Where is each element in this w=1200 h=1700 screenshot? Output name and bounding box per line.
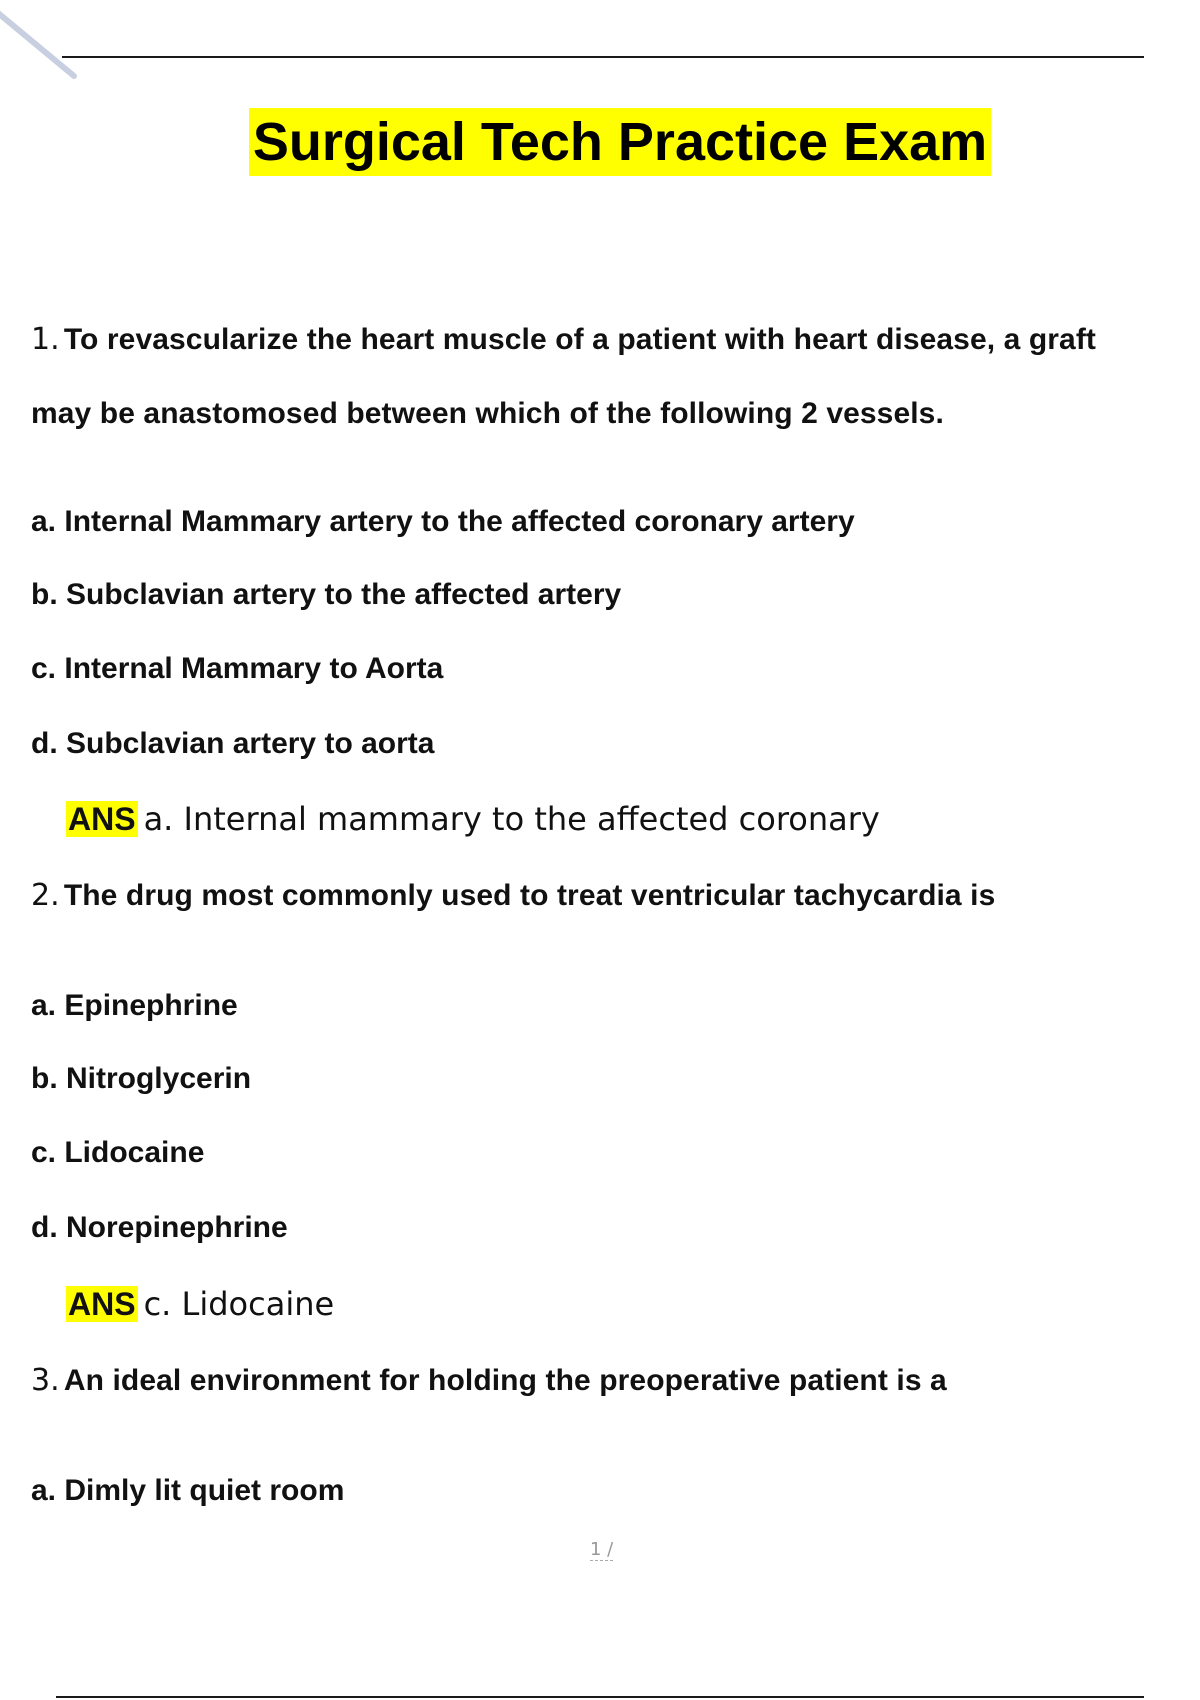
question-3-number: 3. [31, 1363, 60, 1398]
question-2-option-a: a. Epinephrine [31, 989, 238, 1022]
question-2-option-c: c. Lidocaine [31, 1136, 205, 1169]
question-1-line-2: may be anastomosed between which of the following 2 vessels. [31, 397, 944, 430]
question-1-line-1 [31, 322, 1096, 357]
question-2-line-1 [31, 878, 995, 913]
question-1-option-d: d. Subclavian artery to aorta [31, 727, 435, 760]
answer-label: ANS [68, 1286, 136, 1322]
question-1-option-c: c. Internal Mammary to Aorta [31, 652, 444, 685]
question-1-number: 1. [31, 322, 60, 357]
question-2-option-d: d. Norepinephrine [31, 1211, 288, 1244]
question-3-line-1 [31, 1363, 947, 1398]
question-1-text-1: To revascularize the heart muscle of a patient with heart disease, a graft [63, 323, 1097, 356]
question-1-answer [66, 800, 880, 838]
question-2-answer [66, 1285, 334, 1323]
question-1-option-b: b. Subclavian artery to the affected artery [31, 578, 622, 611]
question-1-option-a: a. Internal Mammary artery to the affected coronary artery [31, 505, 855, 538]
title-block [0, 108, 1200, 176]
top-rule [62, 56, 1144, 58]
page-number: 1 / [590, 1539, 614, 1560]
question-2-number: 2. [31, 878, 60, 913]
answer-text: c. Lidocaine [143, 1285, 335, 1323]
answer-text: a. Internal mammary to the affected coronary [143, 800, 880, 838]
answer-label: ANS [68, 801, 136, 837]
question-3-option-a: a. Dimly lit quiet room [31, 1474, 345, 1507]
bottom-rule [56, 1696, 1144, 1698]
question-2-option-b: b. Nitroglycerin [31, 1062, 252, 1095]
question-3-text-1: An ideal environment for holding the preoperative patient is a [63, 1364, 947, 1397]
document-title: Surgical Tech Practice Exam [249, 108, 991, 176]
question-2-text-1: The drug most commonly used to treat ventricular tachycardia is [63, 879, 996, 912]
page-corner-mark [0, 0, 82, 80]
